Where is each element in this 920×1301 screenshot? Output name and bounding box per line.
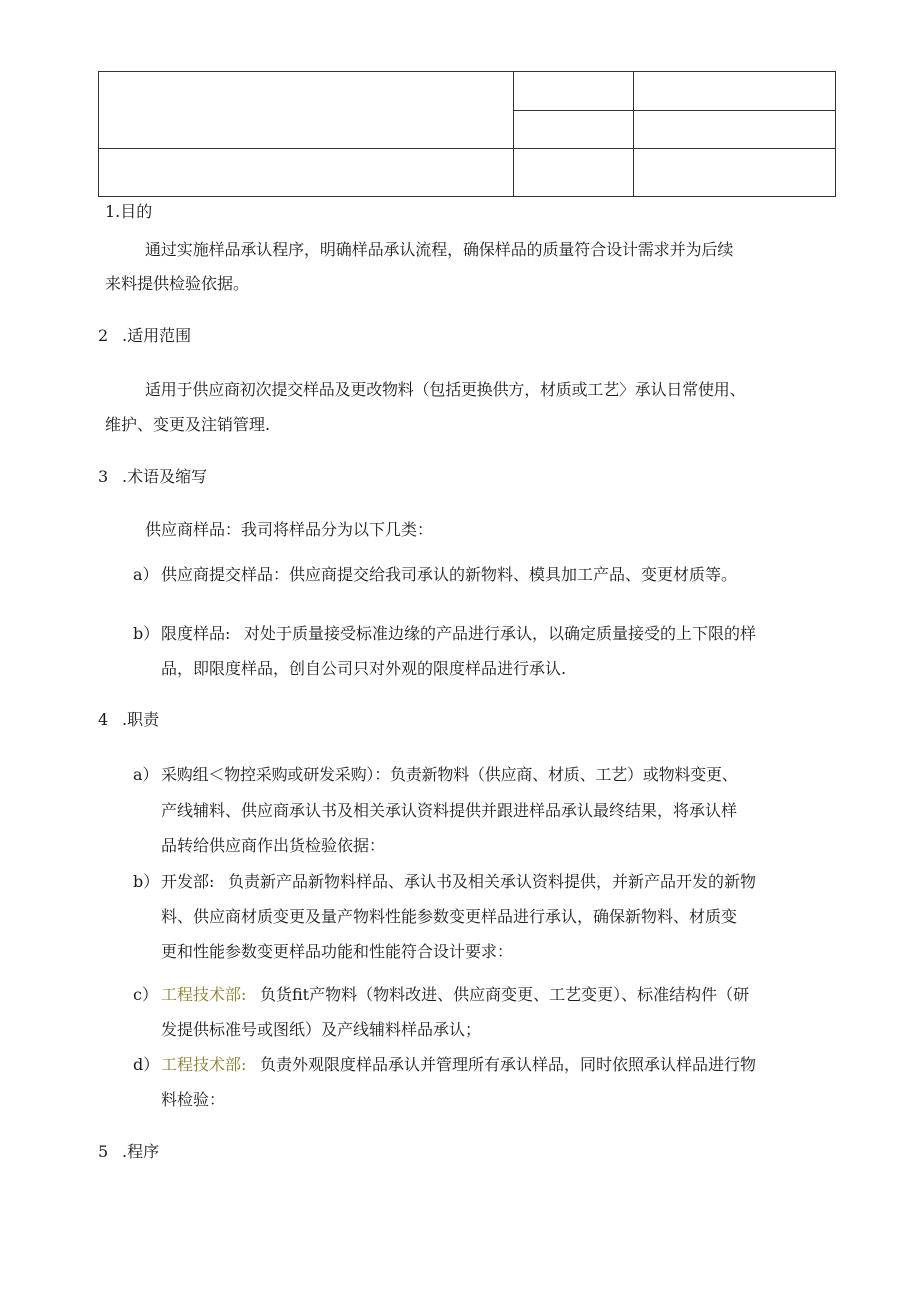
list-item-text: 更和性能参数变更样品功能和性能符合设计要求： — [161, 942, 514, 961]
list-item-text: 品转给供应商作出货检验依据： — [161, 836, 386, 855]
list-item-text: 负责新产品新物料样品、承认书及相关承认资料提供，并新产品开发的新物 — [228, 872, 757, 891]
section-5-number: 5 — [98, 1142, 109, 1161]
section-2-title: .适用范围 — [122, 326, 192, 345]
header-table — [98, 71, 836, 197]
list-item-text: 发提供标准号或图纸）及产线辅料样品承认； — [161, 1020, 482, 1039]
list-item-text: 料、供应商材质变更及量产物料性能参数变更样品进行承认，确保新物料、材质变 — [161, 907, 738, 926]
section-2-paragraph-line: 适用于供应商初次提交样品及更改物料（包括更换供方，材质或工艺〉承认日常使用、 — [145, 380, 746, 399]
list-item-text: 采购组＜物控采购或研发采购）：负责新物料（供应商、材质、工艺）或物料变更、 — [161, 765, 738, 784]
list-item-text: 负货fit产物料（物料改进、供应商变更、工艺变更）、标准结构件（研 — [260, 985, 750, 1004]
section-1-paragraph-line: 通过实施样品承认程序，明确样品承认流程，确保样品的质量符合设计需求并为后续 — [145, 240, 734, 259]
header-cell — [514, 72, 634, 111]
list-marker: b） — [133, 624, 160, 643]
section-5-title: .程序 — [122, 1142, 160, 1161]
list-marker: c） — [133, 985, 158, 1004]
list-marker: d） — [133, 1055, 160, 1074]
list-item-label: 限度样品: — [161, 624, 231, 643]
list-item-label: 开发部: — [161, 872, 215, 891]
header-cell — [514, 111, 634, 149]
header-cell — [514, 149, 634, 197]
section-3-number: 3 — [98, 467, 109, 486]
section-3-intro: 供应商样品：我司将样品分为以下几类： — [145, 520, 434, 539]
section-3-title: .术语及缩写 — [122, 467, 208, 486]
header-cell — [634, 111, 836, 149]
list-item-text: 产线辅料、供应商承认书及相关承认资料提供并跟进样品承认最终结果，将承认样 — [161, 801, 738, 820]
section-1-paragraph-line: 来料提供检验依据。 — [105, 274, 250, 293]
list-marker: b） — [133, 872, 160, 891]
list-item-text: 负责外观限度样品承认并管理所有承认样品，同时依照承认样品进行物 — [260, 1055, 757, 1074]
header-cell — [634, 72, 836, 111]
list-marker: a） — [133, 765, 159, 784]
section-2-paragraph-line: 维护、变更及注销管理. — [105, 415, 271, 434]
section-4-number: 4 — [98, 710, 109, 729]
list-item-text: 对处于质量接受标准边缘的产品进行承认，以确定质量接受的上下限的样 — [244, 624, 757, 643]
section-4-title: .职责 — [122, 710, 160, 729]
list-item-text: 供应商提交样品：供应商提交给我司承认的新物料、模具加工产品、变更材质等。 — [161, 565, 738, 584]
header-cell — [99, 72, 514, 149]
section-1-title: 1.目的 — [105, 202, 153, 221]
list-item-text: 料检验： — [161, 1090, 226, 1109]
list-item-label-highlight: 工程技术部: — [161, 985, 247, 1004]
header-cell — [99, 149, 514, 197]
list-marker: a） — [133, 565, 159, 584]
section-2-number: 2 — [98, 326, 109, 345]
list-item-text: 品，即限度样品，创自公司只对外观的限度样品进行承认. — [161, 659, 567, 678]
header-cell — [634, 149, 836, 197]
list-item-label-highlight: 工程技术部: — [161, 1055, 247, 1074]
